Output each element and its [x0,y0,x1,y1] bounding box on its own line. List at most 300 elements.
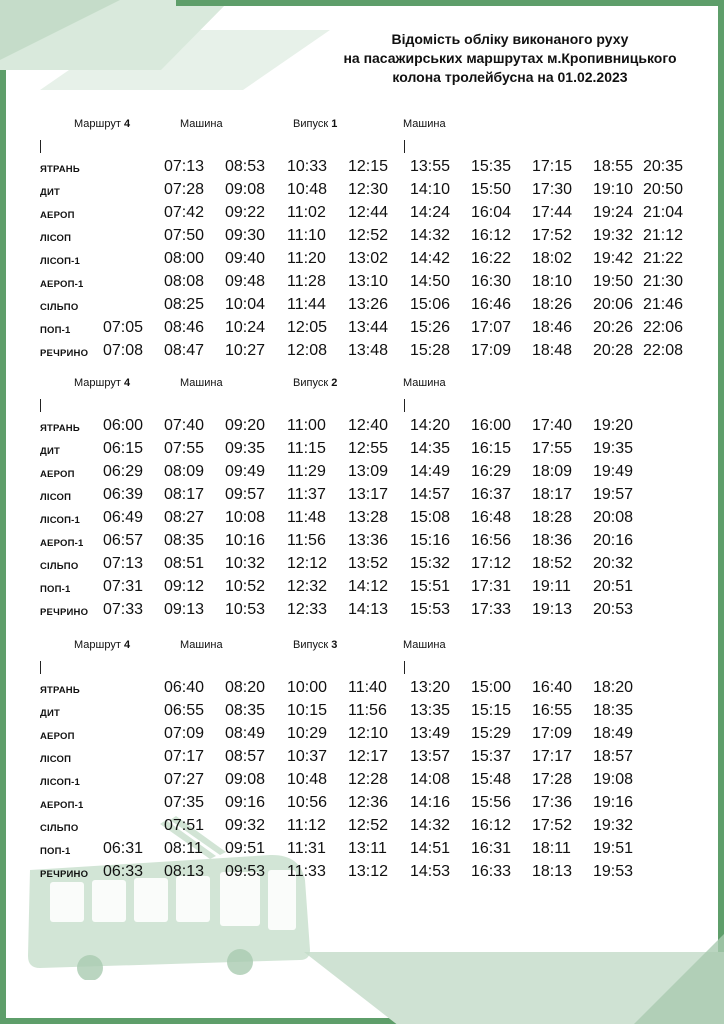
field-marker [404,661,405,674]
departure-time: 17:12 [471,555,512,572]
departure-time: 07:27 [164,771,205,788]
departure-time: 08:35 [225,702,266,719]
stop-name: СІЛЬПО [40,823,79,834]
machine-label: Машина [403,118,446,130]
departure-time: 10:04 [225,296,266,313]
departure-time: 21:04 [643,204,684,221]
departure-time: 07:51 [164,817,205,834]
departure-time: 20:16 [593,532,634,549]
departure-time: 18:17 [532,486,573,503]
departure-time: 11:44 [287,296,326,313]
departure-time: 10:16 [225,532,266,549]
departure-time: 18:48 [532,342,573,359]
departure-time: 09:40 [225,250,266,267]
departure-time: 17:15 [532,158,573,175]
departure-time: 10:37 [287,748,328,765]
field-marker [404,399,405,412]
field-marker [40,140,41,153]
departure-time: 17:40 [532,417,573,434]
departure-time: 11:48 [287,509,326,526]
departure-time: 08:25 [164,296,205,313]
stop-name: ДИТ [40,187,60,198]
departure-time: 21:12 [643,227,684,244]
table-row [0,204,724,227]
departure-time: 19:49 [593,463,634,480]
departure-time: 10:32 [225,555,266,572]
departure-time: 10:29 [287,725,328,742]
departure-time: 10:00 [287,679,328,696]
stop-name: СІЛЬПО [40,302,79,313]
table-row [0,463,724,486]
departure-time: 06:00 [103,417,144,434]
departure-time: 20:35 [643,158,684,175]
departure-time: 13:48 [348,342,389,359]
departure-time: 10:53 [225,601,266,618]
departure-time: 18:10 [532,273,573,290]
departure-time: 08:00 [164,250,205,267]
departure-time: 07:28 [164,181,205,198]
departure-time: 12:10 [348,725,389,742]
departure-time: 08:47 [164,342,205,359]
departure-time: 11:37 [287,486,326,503]
departure-time: 08:35 [164,532,205,549]
departure-time: 12:12 [287,555,328,572]
departure-time: 15:06 [410,296,451,313]
machine-label: Машина [180,377,223,389]
stop-name: ЛІСОП [40,754,72,765]
departure-time: 19:11 [532,578,571,595]
departure-time: 14:16 [410,794,451,811]
departure-time: 14:57 [410,486,451,503]
departure-time: 16:33 [471,863,512,880]
departure-time: 10:33 [287,158,328,175]
release-label: Випуск 2 [293,377,338,389]
departure-time: 11:15 [287,440,326,457]
departure-time: 20:26 [593,319,634,336]
stop-name: РЕЧРИНО [40,348,89,359]
departure-time: 12:05 [287,319,328,336]
departure-time: 08:49 [225,725,266,742]
departure-time: 15:28 [410,342,451,359]
departure-time: 21:30 [643,273,684,290]
departure-time: 10:56 [287,794,328,811]
departure-time: 17:52 [532,227,573,244]
departure-time: 11:10 [287,227,326,244]
departure-time: 13:44 [348,319,389,336]
departure-time: 17:52 [532,817,573,834]
departure-time: 10:24 [225,319,266,336]
departure-time: 16:00 [471,417,512,434]
departure-time: 15:56 [471,794,512,811]
departure-time: 08:46 [164,319,205,336]
route-number: 4 [123,639,131,651]
departure-time: 17:09 [471,342,512,359]
departure-time: 13:17 [348,486,389,503]
departure-time: 19:32 [593,817,634,834]
departure-time: 07:05 [103,319,144,336]
departure-time: 11:29 [287,463,326,480]
departure-time: 17:33 [471,601,512,618]
departure-time: 07:09 [164,725,205,742]
departure-time: 19:50 [593,273,634,290]
departure-time: 06:40 [164,679,205,696]
departure-time: 13:26 [348,296,389,313]
departure-time: 18:28 [532,509,573,526]
departure-time: 14:12 [348,578,389,595]
table-row [0,601,724,624]
route-label: Маршрут 4 [74,639,131,651]
table-row [0,319,724,342]
departure-time: 18:55 [593,158,634,175]
departure-time: 15:37 [471,748,512,765]
stop-name: ПОП-1 [40,846,71,857]
departure-time: 11:02 [287,204,326,221]
departure-time: 06:39 [103,486,144,503]
departure-time: 16:56 [471,532,512,549]
departure-time: 15:32 [410,555,451,572]
departure-time: 20:28 [593,342,634,359]
table-row [0,273,724,296]
departure-time: 06:57 [103,532,144,549]
departure-time: 17:36 [532,794,573,811]
departure-time: 12:44 [348,204,389,221]
departure-time: 13:52 [348,555,389,572]
departure-time: 07:13 [164,158,205,175]
departure-time: 10:08 [225,509,266,526]
departure-time: 10:52 [225,578,266,595]
departure-time: 07:17 [164,748,205,765]
stop-name: ДИТ [40,446,60,457]
departure-time: 19:20 [593,417,634,434]
departure-time: 09:57 [225,486,266,503]
stop-name: РЕЧРИНО [40,607,89,618]
table-row [0,863,724,886]
header-line-2: на пасажирських маршрутах м.Кропивницького [343,50,677,66]
table-row [0,555,724,578]
field-marker [40,399,41,412]
departure-time: 11:56 [348,702,387,719]
route-number: 4 [123,377,131,389]
departure-time: 06:15 [103,440,144,457]
table-row [0,817,724,840]
departure-time: 15:08 [410,509,451,526]
departure-time: 19:35 [593,440,634,457]
stop-name: ДИТ [40,708,60,719]
departure-time: 18:11 [532,840,571,857]
departure-time: 19:42 [593,250,634,267]
table-row [0,417,724,440]
departure-time: 11:31 [287,840,326,857]
table-row [0,578,724,601]
departure-time: 09:53 [225,863,266,880]
departure-time: 12:33 [287,601,328,618]
departure-time: 19:13 [532,601,573,618]
departure-time: 09:22 [225,204,266,221]
departure-time: 18:57 [593,748,634,765]
release-number: 1 [331,118,338,130]
departure-time: 17:28 [532,771,573,788]
departure-time: 07:31 [103,578,144,595]
departure-time: 15:16 [410,532,451,549]
departure-time: 12:17 [348,748,389,765]
table-row [0,679,724,702]
stop-name: АЕРОП-1 [40,279,84,290]
stop-name: ЛІСОП-1 [40,515,80,526]
departure-time: 17:55 [532,440,573,457]
departure-time: 12:52 [348,227,389,244]
departure-time: 09:32 [225,817,266,834]
departure-time: 08:53 [225,158,266,175]
departure-time: 16:12 [471,227,512,244]
machine-label: Машина [403,639,446,651]
departure-time: 18:20 [593,679,634,696]
departure-time: 14:13 [348,601,389,618]
departure-time: 13:09 [348,463,389,480]
release-number: 3 [331,639,338,651]
departure-time: 16:37 [471,486,512,503]
departure-time: 08:57 [225,748,266,765]
stop-name: АЕРОП-1 [40,800,84,811]
departure-time: 14:50 [410,273,451,290]
departure-time: 13:55 [410,158,451,175]
departure-time: 17:31 [471,578,512,595]
table-row [0,181,724,204]
departure-time: 20:06 [593,296,634,313]
departure-time: 20:53 [593,601,634,618]
departure-time: 14:08 [410,771,451,788]
departure-time: 14:51 [410,840,451,857]
departure-time: 10:48 [287,771,328,788]
departure-time: 07:50 [164,227,205,244]
departure-time: 08:27 [164,509,205,526]
departure-time: 09:49 [225,463,266,480]
departure-time: 12:52 [348,817,389,834]
stop-name: ПОП-1 [40,325,71,336]
departure-time: 08:20 [225,679,266,696]
departure-time: 10:15 [287,702,328,719]
departure-time: 16:12 [471,817,512,834]
departure-time: 07:55 [164,440,205,457]
departure-time: 17:44 [532,204,573,221]
departure-time: 13:57 [410,748,451,765]
departure-time: 07:42 [164,204,205,221]
departure-time: 13:11 [348,840,387,857]
departure-time: 16:31 [471,840,512,857]
departure-time: 09:20 [225,417,266,434]
departure-time: 18:49 [593,725,634,742]
header-line-1: Відомість обліку виконаного руху [391,31,629,47]
departure-time: 12:40 [348,417,389,434]
departure-time: 18:02 [532,250,573,267]
departure-time: 08:08 [164,273,205,290]
departure-time: 06:55 [164,702,205,719]
departure-time: 15:53 [410,601,451,618]
document-header [330,30,690,87]
departure-time: 18:35 [593,702,634,719]
departure-time: 11:40 [348,679,387,696]
release-label: Випуск 1 [293,118,338,130]
table-row [0,250,724,273]
departure-time: 12:30 [348,181,389,198]
header-line-3: колона тролейбусна на 01.02.2023 [392,69,628,85]
table-row [0,158,724,181]
departure-time: 13:35 [410,702,451,719]
departure-time: 07:08 [103,342,144,359]
departure-time: 16:48 [471,509,512,526]
departure-time: 09:13 [164,601,205,618]
departure-time: 15:48 [471,771,512,788]
departure-time: 14:42 [410,250,451,267]
departure-time: 08:51 [164,555,205,572]
table-row [0,440,724,463]
departure-time: 14:32 [410,817,451,834]
departure-time: 16:22 [471,250,512,267]
departure-time: 09:30 [225,227,266,244]
departure-time: 15:00 [471,679,512,696]
departure-time: 19:53 [593,863,634,880]
departure-time: 06:49 [103,509,144,526]
table-row [0,227,724,250]
stop-name: АЕРОП [40,731,75,742]
departure-time: 06:29 [103,463,144,480]
departure-time: 10:48 [287,181,328,198]
departure-time: 19:16 [593,794,634,811]
departure-time: 11:00 [287,417,326,434]
table-row [0,794,724,817]
departure-time: 10:27 [225,342,266,359]
departure-time: 18:36 [532,532,573,549]
departure-time: 14:20 [410,417,451,434]
table-row [0,342,724,365]
field-marker [40,661,41,674]
field-marker [404,140,405,153]
departure-time: 21:46 [643,296,684,313]
departure-time: 15:15 [471,702,512,719]
departure-time: 13:02 [348,250,389,267]
departure-time: 13:36 [348,532,389,549]
table-row [0,296,724,319]
departure-time: 08:09 [164,463,205,480]
departure-time: 16:04 [471,204,512,221]
departure-time: 17:30 [532,181,573,198]
departure-time: 17:09 [532,725,573,742]
departure-time: 16:46 [471,296,512,313]
machine-label: Машина [180,639,223,651]
departure-time: 17:07 [471,319,512,336]
departure-time: 08:13 [164,863,205,880]
departure-time: 09:35 [225,440,266,457]
departure-time: 15:26 [410,319,451,336]
table-row [0,840,724,863]
stop-name: АЕРОП [40,210,75,221]
departure-time: 16:55 [532,702,573,719]
departure-time: 11:56 [287,532,326,549]
departure-time: 16:15 [471,440,512,457]
departure-time: 12:55 [348,440,389,457]
departure-time: 08:17 [164,486,205,503]
route-label: Маршрут 4 [74,118,131,130]
departure-time: 19:51 [593,840,634,857]
departure-time: 07:33 [103,601,144,618]
departure-time: 14:32 [410,227,451,244]
departure-time: 12:32 [287,578,328,595]
stop-name: ЯТРАНЬ [40,164,80,175]
departure-time: 14:24 [410,204,451,221]
departure-time: 16:40 [532,679,573,696]
departure-time: 19:10 [593,181,634,198]
departure-time: 12:08 [287,342,328,359]
departure-time: 09:48 [225,273,266,290]
departure-time: 11:20 [287,250,326,267]
departure-time: 19:32 [593,227,634,244]
departure-time: 17:17 [532,748,573,765]
route-number: 4 [123,118,131,130]
departure-time: 11:28 [287,273,326,290]
stop-name: ЛІСОП-1 [40,256,80,267]
departure-time: 15:50 [471,181,512,198]
stop-name: ЛІСОП [40,233,72,244]
departure-time: 20:50 [643,181,684,198]
departure-time: 07:35 [164,794,205,811]
stop-name: РЕЧРИНО [40,869,89,880]
departure-time: 22:08 [643,342,684,359]
departure-time: 20:51 [593,578,634,595]
departure-time: 13:10 [348,273,389,290]
departure-time: 16:29 [471,463,512,480]
departure-time: 18:13 [532,863,573,880]
table-row [0,725,724,748]
frame-top-border [176,0,724,6]
stop-name: АЕРОП [40,469,75,480]
departure-time: 13:49 [410,725,451,742]
departure-time: 19:24 [593,204,634,221]
release-label: Випуск 3 [293,639,338,651]
departure-time: 08:11 [164,840,203,857]
stop-name: СІЛЬПО [40,561,79,572]
departure-time: 19:08 [593,771,634,788]
departure-time: 15:51 [410,578,451,595]
departure-time: 21:22 [643,250,684,267]
departure-time: 06:33 [103,863,144,880]
table-row [0,702,724,725]
release-number: 2 [331,377,338,389]
stop-name: ЯТРАНЬ [40,685,80,696]
departure-time: 09:16 [225,794,266,811]
stop-name: ЯТРАНЬ [40,423,80,434]
departure-time: 18:26 [532,296,573,313]
departure-time: 14:35 [410,440,451,457]
stop-name: ЛІСОП [40,492,72,503]
departure-time: 15:35 [471,158,512,175]
departure-time: 14:10 [410,181,451,198]
stop-name: ЛІСОП-1 [40,777,80,788]
departure-time: 09:12 [164,578,205,595]
stop-name: АЕРОП-1 [40,538,84,549]
departure-time: 12:36 [348,794,389,811]
departure-time: 12:15 [348,158,389,175]
departure-time: 14:53 [410,863,451,880]
table-row [0,748,724,771]
departure-time: 15:29 [471,725,512,742]
departure-time: 20:32 [593,555,634,572]
table-row [0,486,724,509]
departure-time: 20:08 [593,509,634,526]
departure-time: 13:28 [348,509,389,526]
table-row [0,771,724,794]
departure-time: 18:46 [532,319,573,336]
departure-time: 13:20 [410,679,451,696]
departure-time: 13:12 [348,863,389,880]
